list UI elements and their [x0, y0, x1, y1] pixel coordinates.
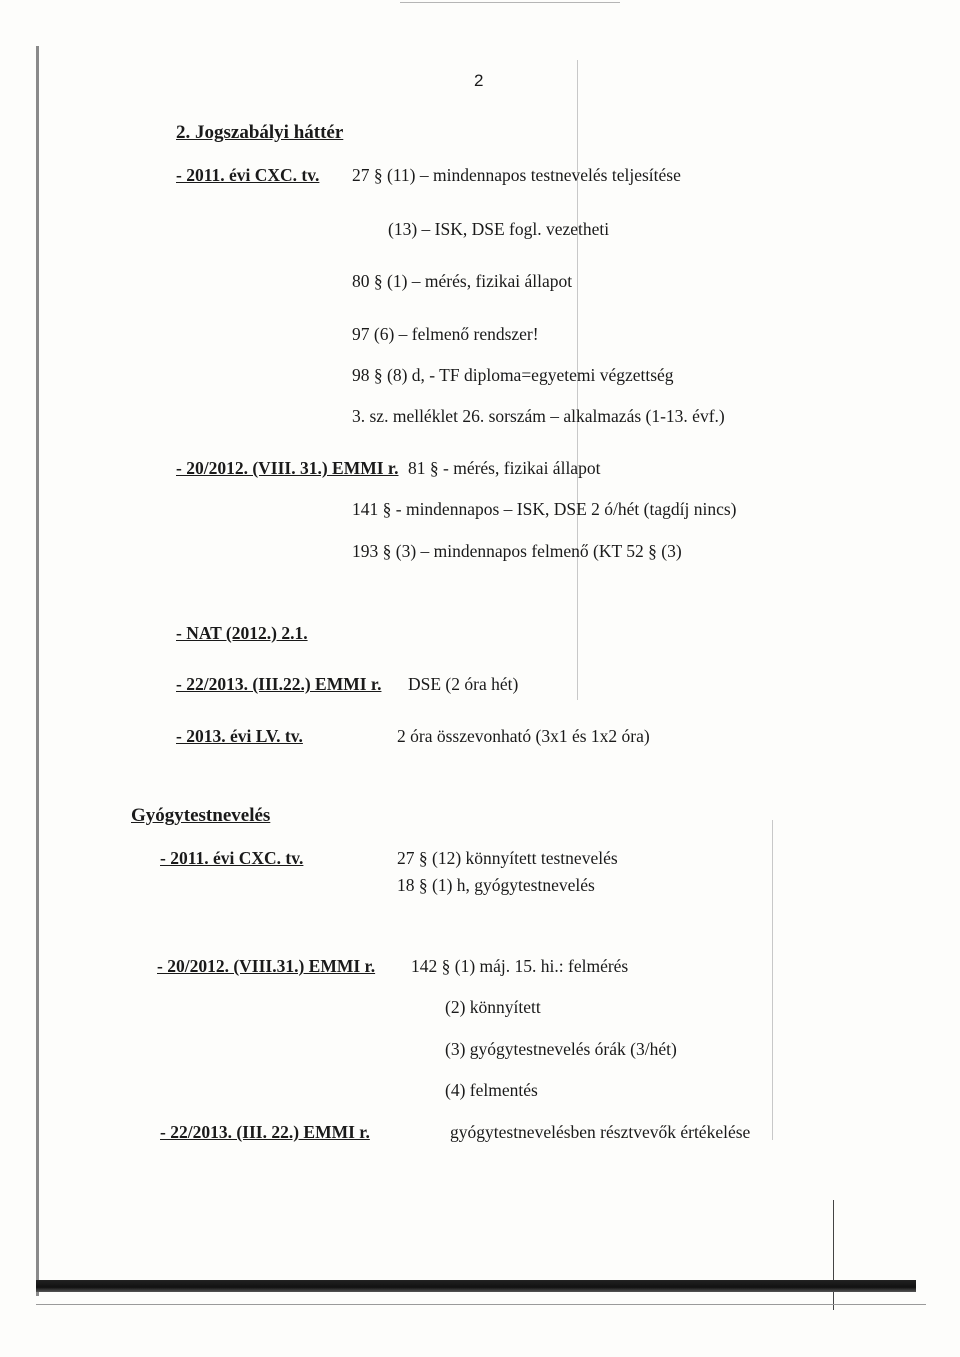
- law-ref: - 2011. évi CXC. tv.: [176, 165, 320, 185]
- law-line: 98 § (8) d, - TF diploma=egyetemi végzettség: [352, 365, 674, 385]
- section-title: [176, 122, 343, 144]
- law-line: 80 § (1) – mérés, fizikai állapot: [352, 271, 573, 291]
- section-title-text: 2. Jogszabályi háttér: [176, 122, 344, 143]
- law-line: (4) felmentés: [445, 1080, 538, 1100]
- law-line: (2) könnyített: [445, 997, 541, 1017]
- law-ref: - 2013. évi LV. tv.: [176, 726, 303, 746]
- scan-bottom-line: [36, 1304, 926, 1305]
- law-line: 193 § (3) – mindennapos felmenő (KT 52 § (3): [352, 541, 682, 561]
- law-ref: - 22/2013. (III. 22.) EMMI r.: [160, 1122, 370, 1142]
- law-line: 97 (6) – felmenő rendszer!: [352, 324, 539, 344]
- scan-artifact-line: [772, 820, 773, 1140]
- law-line: (13) – ISK, DSE fogl. vezetheti: [388, 219, 610, 239]
- scan-top-line: [400, 2, 620, 3]
- law-line: 142 § (1) máj. 15. hi.: felmérés: [411, 956, 629, 976]
- law-ref: - NAT (2012.) 2.1.: [176, 623, 308, 643]
- page-number: 2: [474, 71, 484, 90]
- law-line: 27 § (12) könnyített testnevelés: [397, 848, 618, 868]
- law-line: 141 § - mindennapos – ISK, DSE 2 ó/hét (tagdíj nincs): [352, 499, 737, 519]
- scan-artifact-line: [833, 1200, 834, 1310]
- scan-bottom-bar: [36, 1280, 916, 1292]
- law-line: DSE (2 óra hét): [408, 674, 519, 694]
- law-line: 2 óra összevonható (3x1 és 1x2 óra): [397, 726, 650, 746]
- subsection-title: Gyógytestnevelés: [131, 805, 271, 826]
- law-line: 81 § - mérés, fizikai állapot: [408, 458, 601, 478]
- law-line: 27 § (11) – mindennapos testnevelés teljesítése: [352, 165, 681, 185]
- law-line: 18 § (1) h, gyógytestnevelés: [397, 875, 595, 895]
- law-line: gyógytestnevelésben résztvevők értékelése: [450, 1122, 751, 1142]
- law-ref: - 20/2012. (VIII. 31.) EMMI r.: [176, 458, 399, 478]
- scan-left-edge: [36, 46, 39, 1296]
- law-ref: - 22/2013. (III.22.) EMMI r.: [176, 674, 382, 694]
- law-line: (3) gyógytestnevelés órák (3/hét): [445, 1039, 677, 1059]
- law-ref: - 20/2012. (VIII.31.) EMMI r.: [157, 956, 376, 976]
- law-ref: - 2011. évi CXC. tv.: [160, 848, 304, 868]
- law-line: 3. sz. melléklet 26. sorszám – alkalmazás (1-13. évf.): [352, 406, 725, 426]
